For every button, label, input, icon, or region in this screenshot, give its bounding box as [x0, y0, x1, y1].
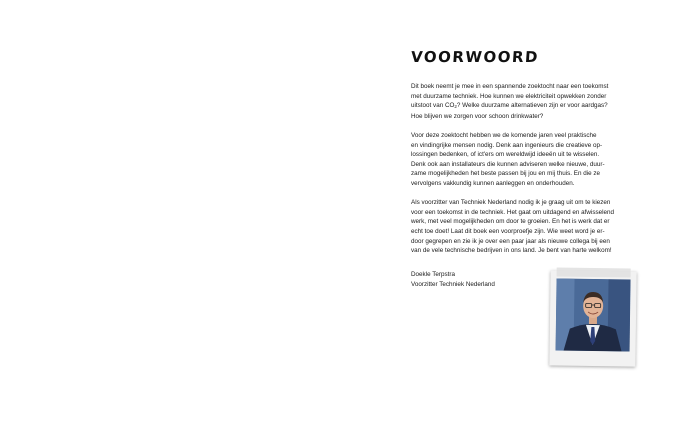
- text-line: [411, 101, 661, 112]
- paragraph-1: [411, 82, 661, 121]
- text-line: werk, met veel mogelijkheden om door te groeien. En het is werk dat er: [411, 218, 610, 226]
- polaroid-photo: [549, 270, 636, 366]
- text-line: lossingen bedenken, of ict'ers om wereldwijd ideeën uit te wisselen.: [411, 151, 600, 159]
- signature-name: Doekle Terpstra: [411, 271, 455, 278]
- signature-role: Voorzitter Techniek Nederland: [411, 280, 495, 288]
- text-line: Dit boek neemt je mee in een spannende zoektocht naar een toekomst: [411, 83, 609, 90]
- body-text: [411, 82, 661, 265]
- tape-strip: [557, 267, 631, 277]
- text-fragment: uitstoot van CO: [411, 102, 455, 110]
- page-title: VOORWOORD: [410, 48, 540, 66]
- text-line: echt toe doet! Laat dit boek een voorproefje zijn. Wie weet word je er-: [411, 227, 605, 235]
- text-line: Als voorzitter van Techniek Nederland nodig ik je graag uit om te kiezen: [411, 199, 611, 207]
- co2-subscript: 2: [454, 104, 457, 110]
- paragraph-2: [411, 131, 661, 189]
- text-line: voor een toekomst in de techniek. Het gaat om uitdagend en afwisselend: [411, 208, 615, 216]
- paragraph-3: [411, 198, 661, 256]
- text-line: vervolgens vakkundig kunnen aanleggen en onderhouden.: [411, 179, 575, 187]
- text-line: en vindingrijke mensen nodig. Denk aan ingenieurs die creatieve op-: [411, 141, 603, 149]
- text-fragment: ? Welke duurzame alternatieven zijn er voor aardgas?: [456, 102, 608, 110]
- text-line: van de vele technische bedrijven in ons land. Je bent van harte welkom!: [411, 247, 612, 255]
- portrait-illustration: [556, 278, 631, 351]
- text-line: door gegrepen en zie ik je over een paar jaar als nieuwe collega bij een: [411, 237, 610, 245]
- text-line: met duurzame techniek. Hoe kunnen we elektriciteit opwekken zonder: [411, 92, 607, 100]
- text-line: Hoe blijven we zorgen voor schoon drinkwater?: [411, 112, 544, 120]
- text-line: Voor deze zoektocht hebben we de komende jaren veel praktische: [411, 131, 597, 139]
- portrait-photo-icon: [556, 278, 631, 351]
- text-line: zame mogelijkheden het beste passen bij jou en mij thuis. En die ze: [411, 170, 601, 178]
- signature: [411, 270, 495, 289]
- text-line: Denk ook aan installateurs die kunnen adviseren welke nieuwe, duur-: [411, 160, 605, 168]
